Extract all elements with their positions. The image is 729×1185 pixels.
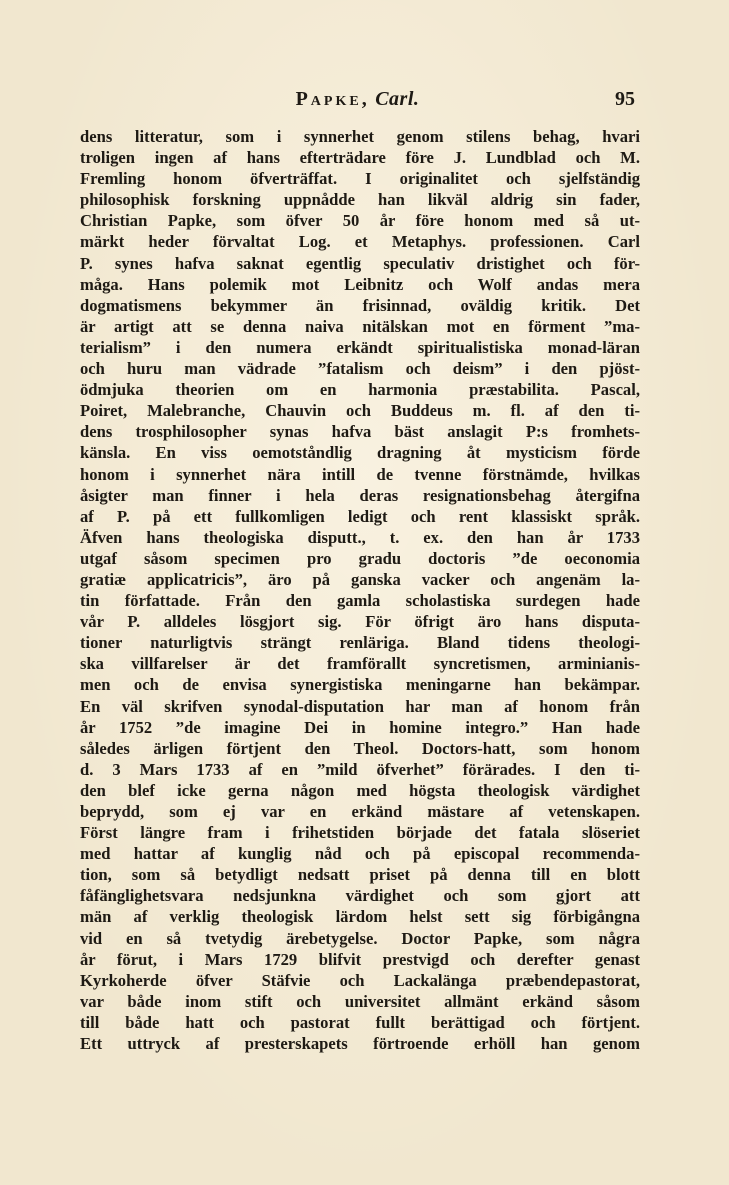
text-line: Äfven hans theologiska disputt., t. ex. den han år 1733 — [80, 527, 640, 547]
text-line: tion, som så betydligt nedsatt priset på denna till en blott — [80, 865, 640, 885]
text-line: Först längre fram i frihetstiden började det fatala slöseriet — [80, 823, 640, 843]
text-line: tioner naturligtvis strängt renläriga. Bland tidens theologi- — [80, 633, 640, 653]
text-line: ödmjuka theorien om en harmonia præstabilita. Pascal, — [80, 380, 640, 400]
text-line: fåfänglighetsvara nedsjunkna värdighet och som gjort att — [80, 886, 640, 906]
text-line: vår P. alldeles lösgjort sig. För öfrigt äro hans disputa- — [80, 612, 640, 632]
text-line: utgaf såsom specimen pro gradu doctoris ”de oeconomia — [80, 548, 640, 568]
text-line: år 1752 ”de imagine Dei in homine integro.” Han hade — [80, 717, 640, 737]
text-line: d. 3 Mars 1733 af en ”mild öfverhet” förärades. I den ti- — [80, 759, 640, 779]
text-line: således ärligen förtjent den Theol. Doctors-hatt, som honom — [80, 738, 640, 758]
text-line: P. synes hafva saknat egentlig speculativ dristighet och för- — [80, 253, 640, 273]
text-line: gratiæ applicatricis”, äro på ganska vacker och angenäm la- — [80, 569, 640, 589]
text-line: dens trosphilosopher synas hafva bäst anslagit P:s fromhets- — [80, 422, 640, 442]
text-line: med hattar af kunglig nåd och på episcopal recommenda- — [80, 844, 640, 864]
running-head-given-name: Carl. — [375, 88, 420, 110]
page-header — [80, 88, 635, 116]
text-line: åsigter man finner i hela deras resignationsbehag återgifna — [80, 485, 640, 505]
text-line: känsla. En viss oemotståndlig dragning åt mysticism förde — [80, 443, 640, 463]
text-line: år förut, i Mars 1729 blifvit prestvigd och derefter genast — [80, 949, 640, 969]
text-line: En väl skrifven synodal-disputation har man af honom från — [80, 696, 640, 716]
text-line: honom i synnerhet nära intill de tvenne förstnämde, hvilkas — [80, 464, 640, 484]
text-line: Ett uttryck af presterskapets förtroende erhöll han genom — [80, 1034, 640, 1054]
text-line: den blef icke gerna någon med högsta theologisk värdighet — [80, 780, 640, 800]
text-line: tin författade. Från den gamla scholastiska surdegen hade — [80, 591, 640, 611]
text-line: philosophisk forskning uppnådde han likväl aldrig sin fader, — [80, 190, 640, 210]
text-line: af P. på ett fullkomligen ledigt och rent klassiskt språk. — [80, 506, 640, 526]
page-number: 95 — [615, 88, 635, 110]
text-line: ska villfarelser är det framförallt syncretismen, arminianis- — [80, 654, 640, 674]
text-line: var både inom stift och universitet allmänt erkänd såsom — [80, 991, 640, 1011]
text-line: Kyrkoherde öfver Stäfvie och Lackalänga præbendepastorat, — [80, 970, 640, 990]
running-head-surname: Papke, — [295, 88, 370, 110]
text-line: vid en så tvetydig ärebetygelse. Doctor Papke, som några — [80, 928, 640, 948]
text-line: terialism” i den numera erkändt spiritualistiska monad-läran — [80, 337, 640, 357]
text-line: beprydd, som ej var en erkänd mästare af vetenskapen. — [80, 802, 640, 821]
text-line: Poiret, Malebranche, Chauvin och Buddeus m. fl. af den ti- — [80, 401, 640, 421]
text-line: Fremling honom öfverträffat. I originalitet och sjelfständig — [80, 169, 640, 189]
text-line: är artigt att se denna naiva nitälskan mot en förment ”ma- — [80, 316, 640, 336]
text-line: till både hatt och pastorat fullt berättigad och förtjent. — [80, 1012, 640, 1032]
text-line: måga. Hans polemik mot Leibnitz och Wolf andas mera — [80, 274, 640, 294]
text-line: dogmatismens bekymmer än frisinnad, oväldig kritik. Det — [80, 295, 640, 315]
text-line: märkt heder förvaltat Log. et Metaphys. professionen. Carl — [80, 232, 640, 252]
text-line: Christian Papke, som öfver 50 år före honom med så ut- — [80, 211, 640, 231]
text-line: men och de envisa synergistiska meningarne han bekämpar. — [80, 675, 640, 695]
text-line: troligen ingen af hans efterträdare före J. Lundblad och M. — [80, 148, 640, 168]
running-head — [80, 88, 635, 111]
text-line: och huru man vädrade ”fatalism och deism” i den pjöst- — [80, 359, 640, 379]
text-line: dens litteratur, som i synnerhet genom stilens behag, hvari — [80, 127, 640, 146]
body-text — [80, 126, 640, 1054]
text-line: män af verklig theologisk lärdom helst sett sig förbigångna — [80, 907, 640, 927]
